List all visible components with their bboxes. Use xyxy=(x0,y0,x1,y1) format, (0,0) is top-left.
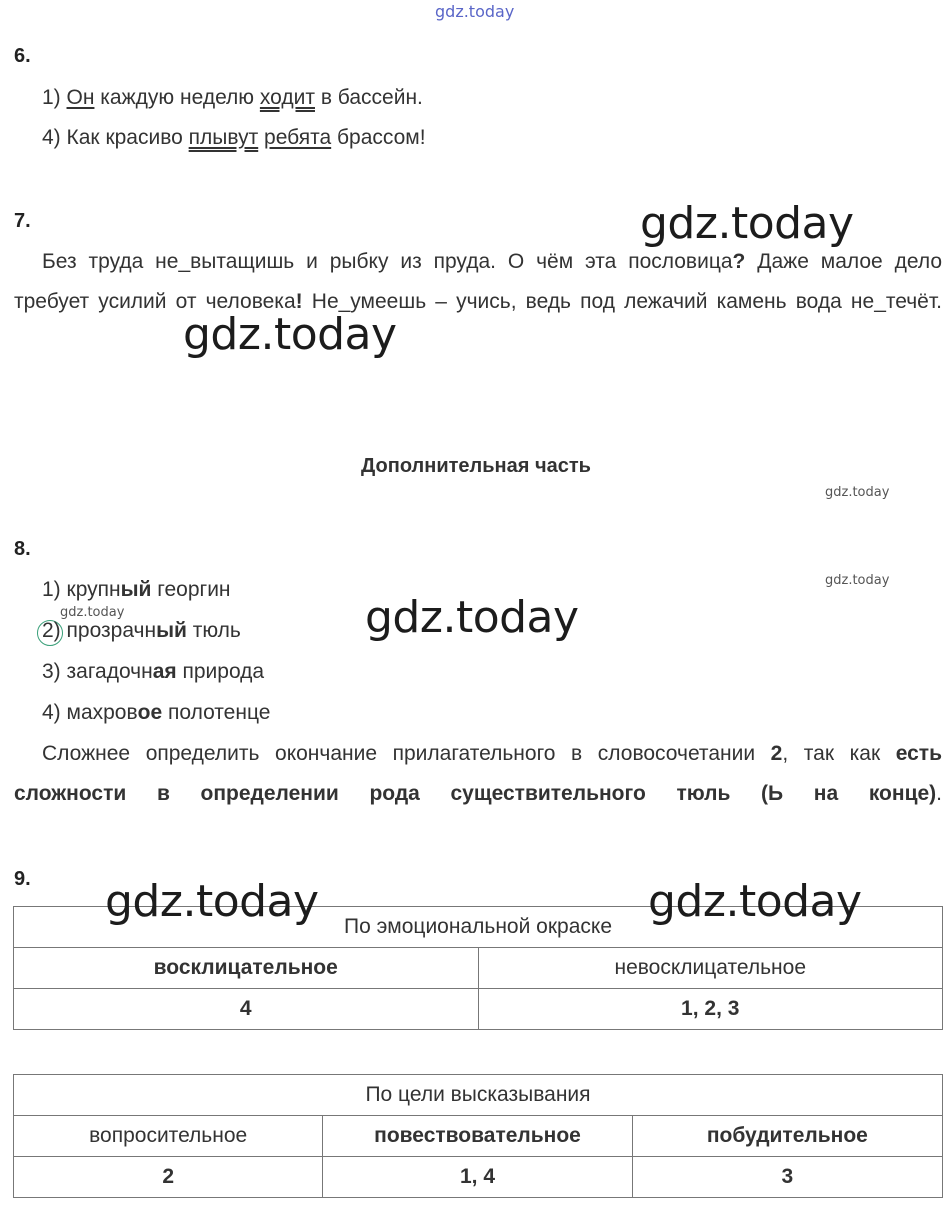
noun: тюль xyxy=(186,619,241,642)
statement-purpose-table xyxy=(13,1074,943,1198)
subject-word: Он xyxy=(66,86,95,109)
adjective-ending: ая xyxy=(152,660,177,683)
watermark-big: gdz.today xyxy=(183,309,397,360)
watermark-big: gdz.today xyxy=(640,198,854,249)
adjective-stem: загадочн xyxy=(66,660,153,683)
explanation-text: , так как xyxy=(782,742,896,765)
line-middle: каждую неделю xyxy=(94,86,260,109)
sentence-2: Даже малое дело требует усилий от человека xyxy=(14,250,942,313)
task-9-number: 9. xyxy=(14,868,31,890)
watermark-top: gdz.today xyxy=(435,2,515,21)
watermark-small: gdz.today xyxy=(825,485,890,500)
column-header: побудительное xyxy=(632,1116,942,1157)
exclamation-mark: ! xyxy=(295,290,303,313)
item-number: 2) xyxy=(42,619,61,642)
table-cell: 1, 2, 3 xyxy=(478,989,943,1030)
item-number: 4) xyxy=(42,701,67,724)
section-title: Дополнительная часть xyxy=(361,455,591,477)
table-header: По цели высказывания xyxy=(14,1075,943,1116)
column-header: повествовательное xyxy=(323,1116,632,1157)
column-header: вопросительное xyxy=(14,1116,323,1157)
adjective-ending: ый xyxy=(120,578,152,601)
task-7-paragraph xyxy=(14,242,942,322)
table-header: По эмоциональной окраске xyxy=(14,907,943,948)
question-mark: ? xyxy=(732,250,746,273)
task-8-item-3 xyxy=(42,660,264,684)
watermark-big: gdz.today xyxy=(105,876,319,927)
noun: георгин xyxy=(151,578,231,601)
task-7-number: 7. xyxy=(14,210,31,232)
line-suffix: в бассейн. xyxy=(314,86,423,109)
explanation-bold: есть сложности в определении рода существительного тюль (Ь на конце) xyxy=(14,742,942,805)
task-8-number: 8. xyxy=(14,538,31,560)
sentence-3: Не_умеешь – учись, ведь под лежачий камень вода не_течёт. xyxy=(302,290,942,313)
watermark-small: gdz.today xyxy=(825,573,890,588)
explanation-end: . xyxy=(936,782,942,805)
predicate-word: плывут xyxy=(188,126,259,149)
adjective-ending: ый xyxy=(156,619,187,642)
task-8-explanation xyxy=(14,734,942,814)
table-cell: 3 xyxy=(632,1157,942,1198)
watermark-small: gdz.today xyxy=(60,605,125,620)
task-8-item-4 xyxy=(42,701,270,725)
item-number: 1) xyxy=(42,578,67,601)
subject-word: ребята xyxy=(264,126,332,149)
line-prefix: 4) Как красиво xyxy=(42,126,189,149)
task-6-number: 6. xyxy=(14,45,31,67)
task-8-item-1 xyxy=(42,578,231,602)
adjective-stem: крупн xyxy=(66,578,121,601)
adjective-stem: прозрачн xyxy=(60,619,157,642)
sentence-1: Без труда не_вытащишь и рыбку из пруда. О чём эта пословица xyxy=(42,250,733,273)
task-6-line-2 xyxy=(42,126,426,150)
item-number: 3) xyxy=(42,660,67,683)
watermark-big: gdz.today xyxy=(648,876,862,927)
explanation-number: 2 xyxy=(770,742,783,765)
noun: природа xyxy=(176,660,265,683)
column-header: восклицательное xyxy=(14,948,479,989)
noun: полотенце xyxy=(162,701,271,724)
adjective-ending: ое xyxy=(137,701,163,724)
line-suffix: брассом! xyxy=(331,126,426,149)
column-header: невосклицательное xyxy=(478,948,943,989)
task-6-line-1 xyxy=(42,86,423,110)
table-cell: 1, 4 xyxy=(323,1157,632,1198)
watermark-big: gdz.today xyxy=(365,592,579,643)
task-8-item-2 xyxy=(42,619,241,643)
explanation-text: Сложнее определить окончание прилагательного в словосочетании xyxy=(42,742,771,765)
line-prefix: 1) xyxy=(42,86,67,109)
table-cell: 4 xyxy=(14,989,479,1030)
adjective-stem: махров xyxy=(66,701,138,724)
table-cell: 2 xyxy=(14,1157,323,1198)
predicate-word: ходит xyxy=(259,86,315,109)
